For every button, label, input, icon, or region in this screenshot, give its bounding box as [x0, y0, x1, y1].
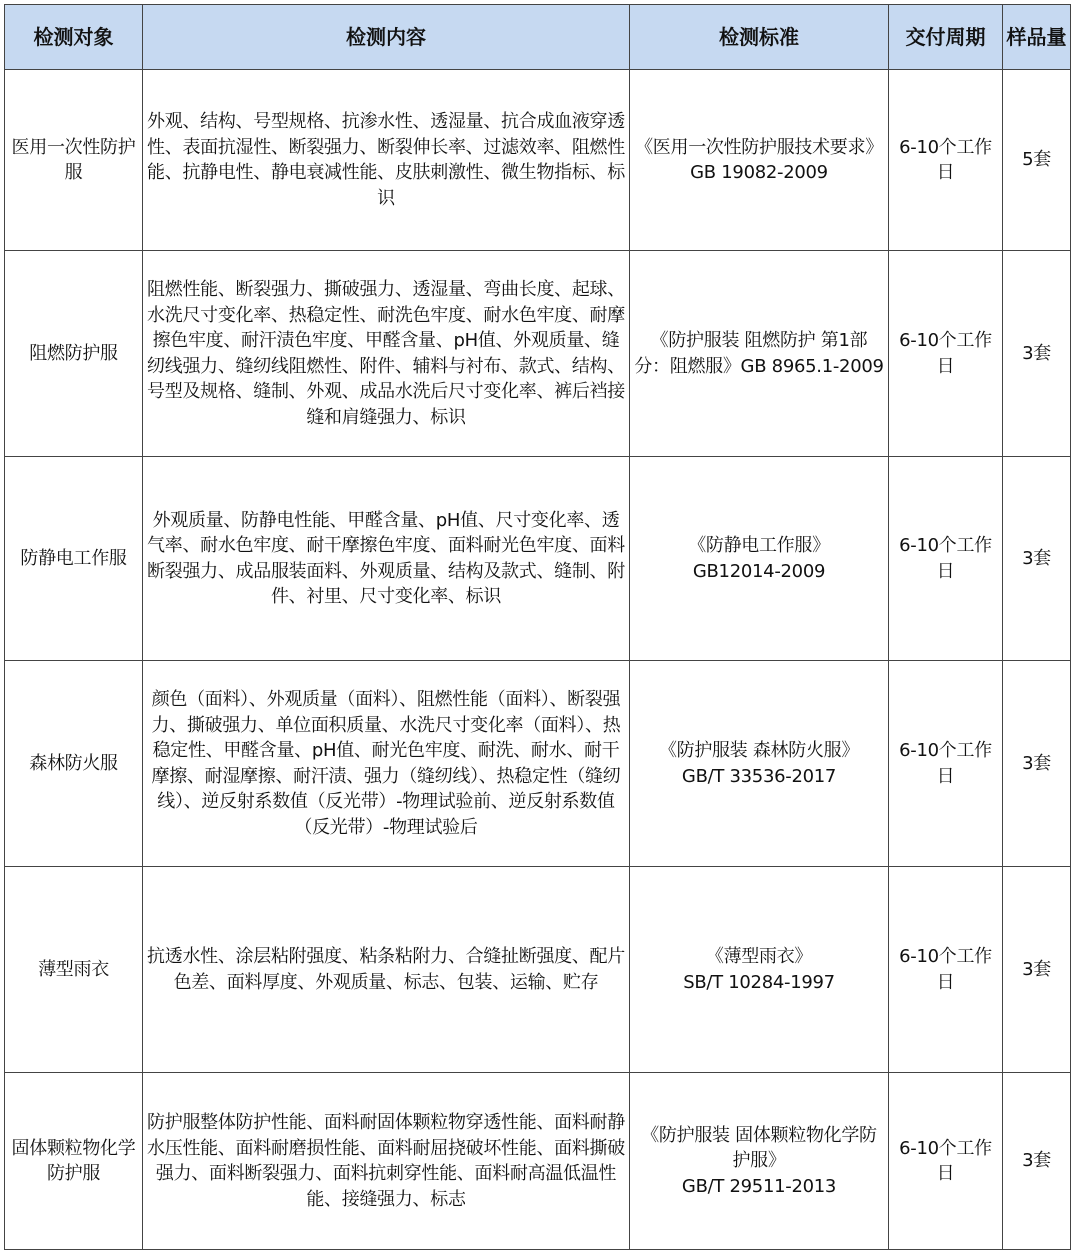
standard-code: GB/T 33536-2017: [681, 765, 837, 787]
table-row: [5, 867, 1071, 1073]
cell-sample: 3套: [1003, 661, 1071, 867]
cell-content: 防护服整体防护性能、面料耐固体颗粒物穿透性能、面料耐静水压性能、面料耐磨损性能、面料耐屈挠破坏性能、面料撕破强力、面料断裂强力、面料抗刺穿性能、面料耐高温低温性能、接缝强力、标志: [143, 1073, 630, 1250]
cell-sample: 3套: [1003, 1073, 1071, 1250]
table-row: [5, 457, 1071, 661]
cell-object: 医用一次性防护服: [5, 70, 143, 251]
cell-standard: [630, 867, 889, 1073]
standard-code: GB12014-2009: [692, 560, 826, 582]
cell-object: 阻燃防护服: [5, 251, 143, 457]
header-content: 检测内容: [143, 5, 630, 70]
inspection-table: [4, 4, 1071, 1250]
standard-code: GB/T 29511-2013: [681, 1175, 837, 1197]
standard-name: 《防护服装 固体颗粒物化学防护服》: [641, 1124, 877, 1172]
cell-content: 外观、结构、号型规格、抗渗水性、透湿量、抗合成血液穿透性、表面抗湿性、断裂强力、断裂伸长率、过滤效率、阻燃性能、抗静电性、静电衰减性能、皮肤刺激性、微生物指标、标识: [143, 70, 630, 251]
header-row: [5, 5, 1071, 70]
cell-standard: [630, 251, 889, 457]
cell-delivery: 6-10个工作日: [889, 661, 1003, 867]
header-delivery: 交付周期: [889, 5, 1003, 70]
cell-sample: 3套: [1003, 867, 1071, 1073]
cell-content: 阻燃性能、断裂强力、撕破强力、透湿量、弯曲长度、起球、水洗尺寸变化率、热稳定性、耐洗色牢度、耐水色牢度、耐摩擦色牢度、耐汗渍色牢度、甲醛含量、pH值、外观质量、缝纫线强力、缝纫线阻燃性、附件、辅料与衬布、款式、结构、号型及规格、缝制、外观、成品水洗后尺寸变化率、裤后裆接缝和肩缝强力、标识: [143, 251, 630, 457]
header-standard: 检测标准: [630, 5, 889, 70]
standard-name: 《防静电工作服》: [688, 535, 830, 556]
cell-object: 薄型雨衣: [5, 867, 143, 1073]
header-sample: 样品量: [1003, 5, 1071, 70]
standard-name: 《防护服装 森林防火服》: [658, 740, 860, 761]
table-row: [5, 1073, 1071, 1250]
table-row: [5, 661, 1071, 867]
cell-object: 防静电工作服: [5, 457, 143, 661]
table-row: [5, 251, 1071, 457]
table-body: [5, 70, 1071, 1250]
cell-delivery: 6-10个工作日: [889, 70, 1003, 251]
cell-sample: 3套: [1003, 457, 1071, 661]
cell-delivery: 6-10个工作日: [889, 1073, 1003, 1250]
header-object: 检测对象: [5, 5, 143, 70]
table-row: [5, 70, 1071, 251]
cell-standard: [630, 457, 889, 661]
cell-content: 外观质量、防静电性能、甲醛含量、pH值、尺寸变化率、透气率、耐水色牢度、耐干摩擦色牢度、面料耐光色牢度、面料断裂强力、成品服装面料、外观质量、结构及款式、缝制、附件、衬里、尺寸变化率、标识: [143, 457, 630, 661]
cell-standard: [630, 1073, 889, 1250]
standard-name: 《医用一次性防护服技术要求》: [635, 136, 883, 158]
cell-sample: 5套: [1003, 70, 1071, 251]
standard-code: GB 19082-2009: [690, 162, 828, 183]
cell-object: 固体颗粒物化学防护服: [5, 1073, 143, 1250]
standard-code: SB/T 10284-1997: [683, 971, 835, 993]
cell-content: 抗透水性、涂层粘附强度、粘条粘附力、合缝扯断强度、配片色差、面料厚度、外观质量、标志、包装、运输、贮存: [143, 867, 630, 1073]
cell-sample: 3套: [1003, 251, 1071, 457]
standard-code: GB 8965.1-2009: [740, 355, 884, 377]
cell-delivery: 6-10个工作日: [889, 867, 1003, 1073]
table-header: [5, 5, 1071, 70]
standard-name: 《防护服装 阻燃防护 第1部分：阻燃服》: [634, 330, 868, 377]
standard-name: 《薄型雨衣》: [705, 946, 813, 967]
cell-object: 森林防火服: [5, 661, 143, 867]
cell-delivery: 6-10个工作日: [889, 251, 1003, 457]
cell-delivery: 6-10个工作日: [889, 457, 1003, 661]
cell-content: 颜色（面料）、外观质量（面料）、阻燃性能（面料）、断裂强力、撕破强力、单位面积质量、水洗尺寸变化率（面料）、热稳定性、甲醛含量、pH值、耐光色牢度、耐洗、耐水、耐干摩擦、耐湿摩擦、耐汗渍、强力（缝纫线）、热稳定性（缝纫线）、逆反射系数值（反光带）-物理试验前、逆反射系数值（反光带）-物理试验后: [143, 661, 630, 867]
cell-standard: [630, 70, 889, 251]
cell-standard: [630, 661, 889, 867]
